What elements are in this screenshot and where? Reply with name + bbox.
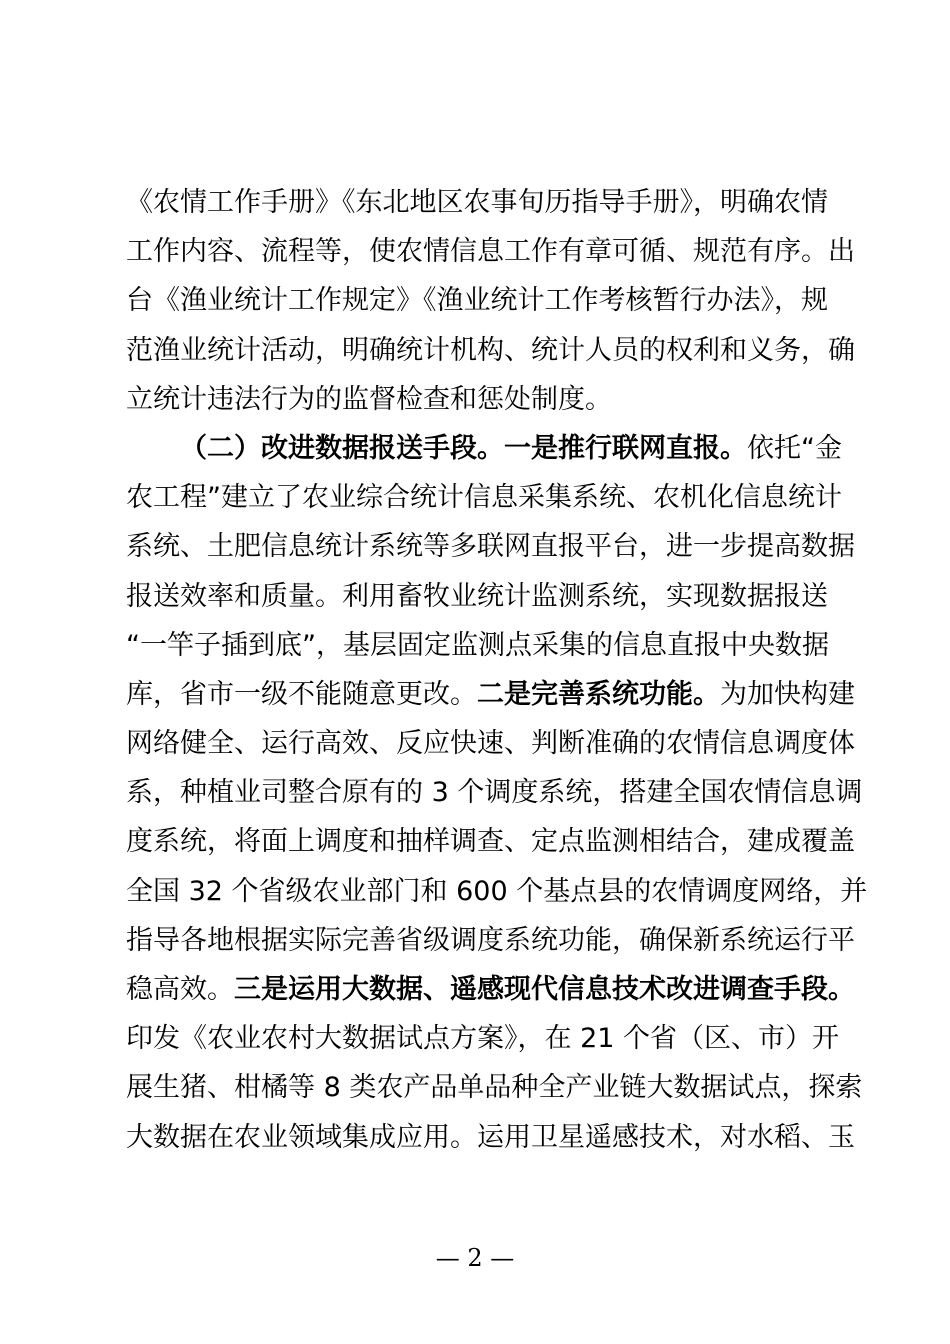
text-line (126, 473, 842, 522)
text-line (126, 670, 855, 719)
text-segment: 立统计违法行为的监督检查和惩处制度。 (126, 383, 612, 415)
text-segment: 全国 32 个省级农业部门和 600 个基点县的农情调度网络，并 (126, 875, 868, 907)
text-line (126, 522, 855, 571)
text-line (126, 375, 836, 424)
text-line (126, 867, 868, 916)
text-line (126, 621, 836, 670)
text-segment: 系，种植业司整合原有的 3 个调度系统，搭建全国农情信息调 (126, 777, 863, 809)
text-segment: 稳高效。 (126, 974, 234, 1005)
text-line (126, 965, 855, 1014)
text-segment: 印发《农业农村大数据试点方案》，在 21 个省（区、市）开 (126, 1023, 840, 1055)
text-line (126, 1113, 855, 1162)
text-segment: 网络健全、运行高效、反应快速、判断准确的农情信息调度体 (126, 728, 855, 760)
text-line (126, 227, 855, 276)
text-line (126, 178, 836, 227)
text-segment: 大数据在农业领域集成应用。运用卫星遥感技术，对水稻、玉 (126, 1121, 855, 1153)
text-segment: 度系统，将面上调度和抽样调查、定点监测相结合，建成覆盖 (126, 826, 855, 858)
text-line (126, 572, 836, 621)
text-segment: 台《渔业统计工作规定》《渔业统计工作考核暂行办法》，规 (126, 285, 828, 317)
text-segment: 报送效率和质量。利用畜牧业统计监测系统，实现数据报送 (126, 580, 828, 612)
text-segment: 为加快构建 (720, 678, 855, 710)
text-line (126, 719, 855, 768)
text-line (126, 276, 836, 325)
bold-text-segment: 三是运用大数据、遥感现代信息技术改进调查手段。 (234, 974, 855, 1005)
body-text (126, 178, 868, 1162)
text-segment: 依托“金 (747, 432, 842, 464)
text-segment: “一竿子插到底”，基层固定监测点采集的信息直报中央数据 (126, 629, 829, 661)
text-line (126, 1063, 863, 1112)
text-line (126, 424, 842, 473)
bold-text-segment: 二是完善系统功能。 (477, 678, 720, 710)
text-segment: 农工程”建立了农业综合统计信息采集系统、农机化信息统计 (126, 482, 842, 514)
text-segment: 展生猪、柑橘等 8 类农产品单品种全产业链大数据试点，探索 (126, 1072, 863, 1104)
text-line (126, 817, 855, 866)
text-segment: 指导各地根据实际完善省级调度系统功能，确保新系统运行平 (126, 924, 855, 956)
text-segment: 范渔业统计活动，明确统计机构、统计人员的权利和义务，确 (126, 334, 855, 366)
page-number: — 2 — (435, 1244, 515, 1272)
text-line (126, 768, 863, 817)
text-segment: 工作内容、流程等，使农情信息工作有章可循、规范有序。出 (126, 236, 855, 268)
text-line (126, 326, 855, 375)
text-segment: 《农情工作手册》《东北地区农事旬历指导手册》，明确农情 (126, 187, 828, 218)
text-line (126, 1014, 840, 1063)
text-segment: 系统、土肥信息统计系统等多联网直报平台，进一步提高数据 (126, 531, 855, 563)
text-segment: 库，省市一级不能随意更改。 (126, 678, 477, 710)
bold-text-segment: （二）改进数据报送手段。一是推行联网直报。 (180, 432, 747, 464)
text-line (126, 916, 855, 965)
